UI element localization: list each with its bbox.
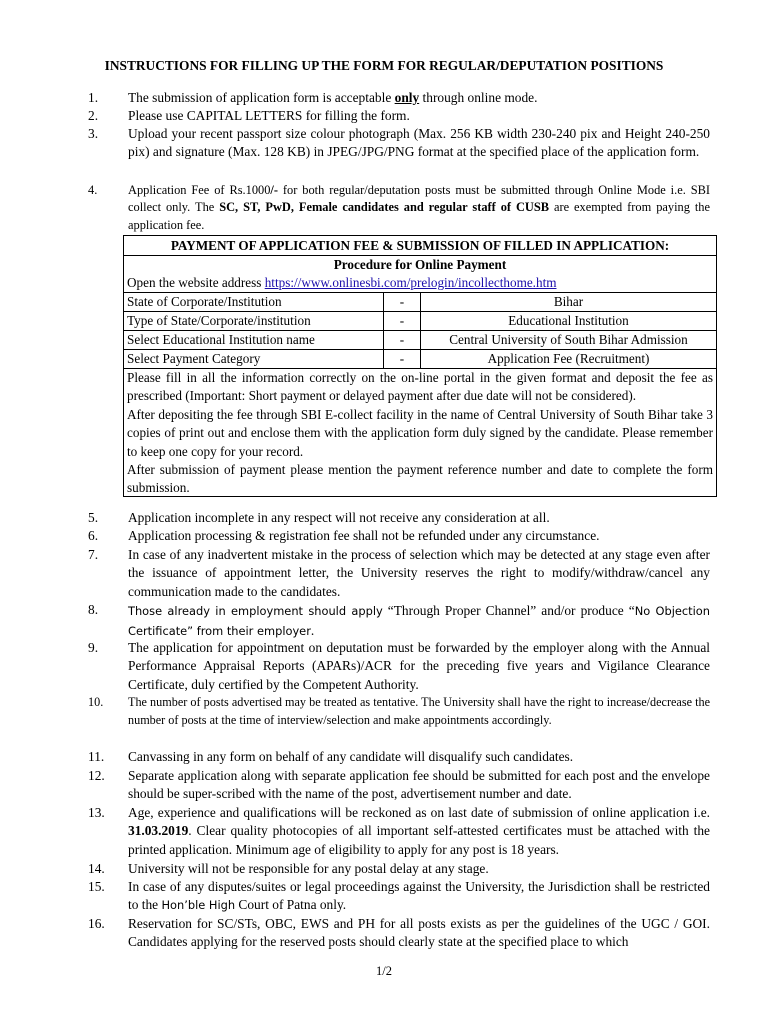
payment-instruction-2: After depositing the fee through SBI E-collect facility in the name of Central University of South Bihar take 3 copies of print out and enclose them with the application form duly signed by the candidate. Please remember to keep one copy for your record. (127, 407, 713, 459)
payment-table-row: State of Corporate/Institution - Bihar (124, 293, 716, 312)
item-number: 3. (88, 126, 99, 141)
instruction-item-11: 11. Canvassing in any form on behalf of any candidate will disqualify such candidates. (88, 748, 710, 766)
instruction-item-14: 14. University will not be responsible for any postal delay at any stage. (88, 860, 710, 878)
instruction-item-16: 16. Reservation for SC/STs, OBC, EWS and PH for all posts exists as per the guidelines of the UGC / GOI. Candidates applying for the reserved posts should clearly state at the specified place to which (88, 916, 710, 950)
item-number: 5. (88, 510, 99, 525)
item-number: 11. (88, 749, 105, 764)
website-line: Open the website address https://www.onlinesbi.com/prelogin/incollecthome.htm (124, 274, 716, 293)
payment-header: PAYMENT OF APPLICATION FEE & SUBMISSION OF FILLED IN APPLICATION: (124, 236, 716, 256)
instruction-item-6: 6. Application processing & registration fee shall not be refunded under any circumstance. (88, 527, 710, 545)
item-number: 6. (88, 528, 99, 543)
item-number: 7. (88, 547, 99, 562)
sbi-collect-link[interactable]: https://www.onlinesbi.com/prelogin/incollecthome.htm (264, 275, 557, 290)
item-number: 2. (88, 108, 99, 123)
instruction-item-3: 3. Upload your recent passport size colour photograph (Max. 256 KB width 230-240 pix and Height 240-250 pix) and signature (Max. 128 KB) in JPEG/JPG/PNG format at the specified place of the application form. (88, 126, 710, 160)
instruction-item-15: 15. In case of any disputes/suites or legal proceedings against the University, the Jurisdiction shall be restricted to the Hon’ble High Court of Patna only. (88, 879, 710, 913)
item-number: 1. (88, 90, 99, 105)
item-number: 10. (88, 695, 104, 709)
payment-table-row: Type of State/Corporate/institution - Educational Institution (124, 312, 716, 331)
item-number: 13. (88, 805, 105, 820)
instruction-item-10: 10. The number of posts advertised may be treated as tentative. The University shall have the right to increase/decrease the number of posts at the time of interview/selection and make appointments accordingly. (88, 695, 710, 727)
instruction-item-7: 7. In case of any inadvertent mistake in the process of selection which may be detected at any stage even after the issuance of appointment letter, the University reserves the right to modify/withdraw/cancel any communication made to the candidates. (88, 547, 710, 599)
item-number: 12. (88, 768, 105, 783)
page-number: 1/2 (376, 964, 392, 978)
item-number: 8. (88, 602, 99, 617)
item-number: 14. (88, 861, 105, 876)
emphasis-only: only (394, 90, 420, 105)
page-title: INSTRUCTIONS FOR FILLING UP THE FORM FOR REGULAR/DEPUTATION POSITIONS (104, 58, 664, 73)
instruction-item-5: 5. Application incomplete in any respect will not receive any consideration at all. (88, 509, 710, 527)
deadline-date: 31.03.2019 (128, 823, 189, 839)
item-number: 4. (88, 183, 98, 197)
payment-procedure-box (123, 235, 717, 497)
instruction-item-8: 8. Those already in employment should apply “Through Proper Channel” and/or produce “No Objection Certificate” from their employer. (88, 602, 710, 638)
payment-table-row: Select Educational Institution name - Central University of South Bihar Admission (124, 331, 716, 350)
instruction-item-2: 2. Please use CAPITAL LETTERS for filling the form. (88, 107, 710, 125)
instruction-item-9: 9. The application for appointment on deputation must be forwarded by the employer along with the Annual Performance Appraisal Reports (APARs)/ACR for the preceding five years and Vigilance Clearance Certificate, duly certified by the Competent Authority. (88, 640, 710, 692)
payment-instruction-3: After submission of payment please mention the payment reference number and date to complete the form submission. (127, 462, 713, 496)
item-number: 16. (88, 916, 105, 931)
item-number: 15. (88, 879, 105, 894)
instruction-item-1: 1. The submission of application form is acceptable only through online mode. (88, 89, 710, 107)
payment-instruction-1: Please fill in all the information correctly on the on-line portal in the given format and deposit the fee as prescribed (Important: Short payment or delayed payment after due date will not be considered). (127, 370, 713, 404)
instruction-item-4: 4. Application Fee of Rs.1000/- for both regular/deputation posts must be submitted through Online Mode i.e. SBI collect only. The SC, ST, PwD, Female candidates and regular staff of CUSB are exempted from paying the application fee. (88, 183, 711, 232)
instruction-item-12: 12. Separate application along with separate application fee should be submitted for each post and the envelope should be super-scribed with the name of the post, advertisement number and date. (88, 768, 710, 802)
instruction-item-13: 13. Age, experience and qualifications will be reckoned as on last date of submission of online application i.e. 31.03.2019. Clear quality photocopies of all important self-attested certificates must be attached with the printed application. Minimum age of eligibility to apply for any post is 18 years. (88, 805, 710, 857)
payment-table-row: Select Payment Category - Application Fee (Recruitment) (124, 350, 716, 369)
payment-subheader: Procedure for Online Payment (333, 257, 507, 272)
item-number: 9. (88, 640, 99, 655)
